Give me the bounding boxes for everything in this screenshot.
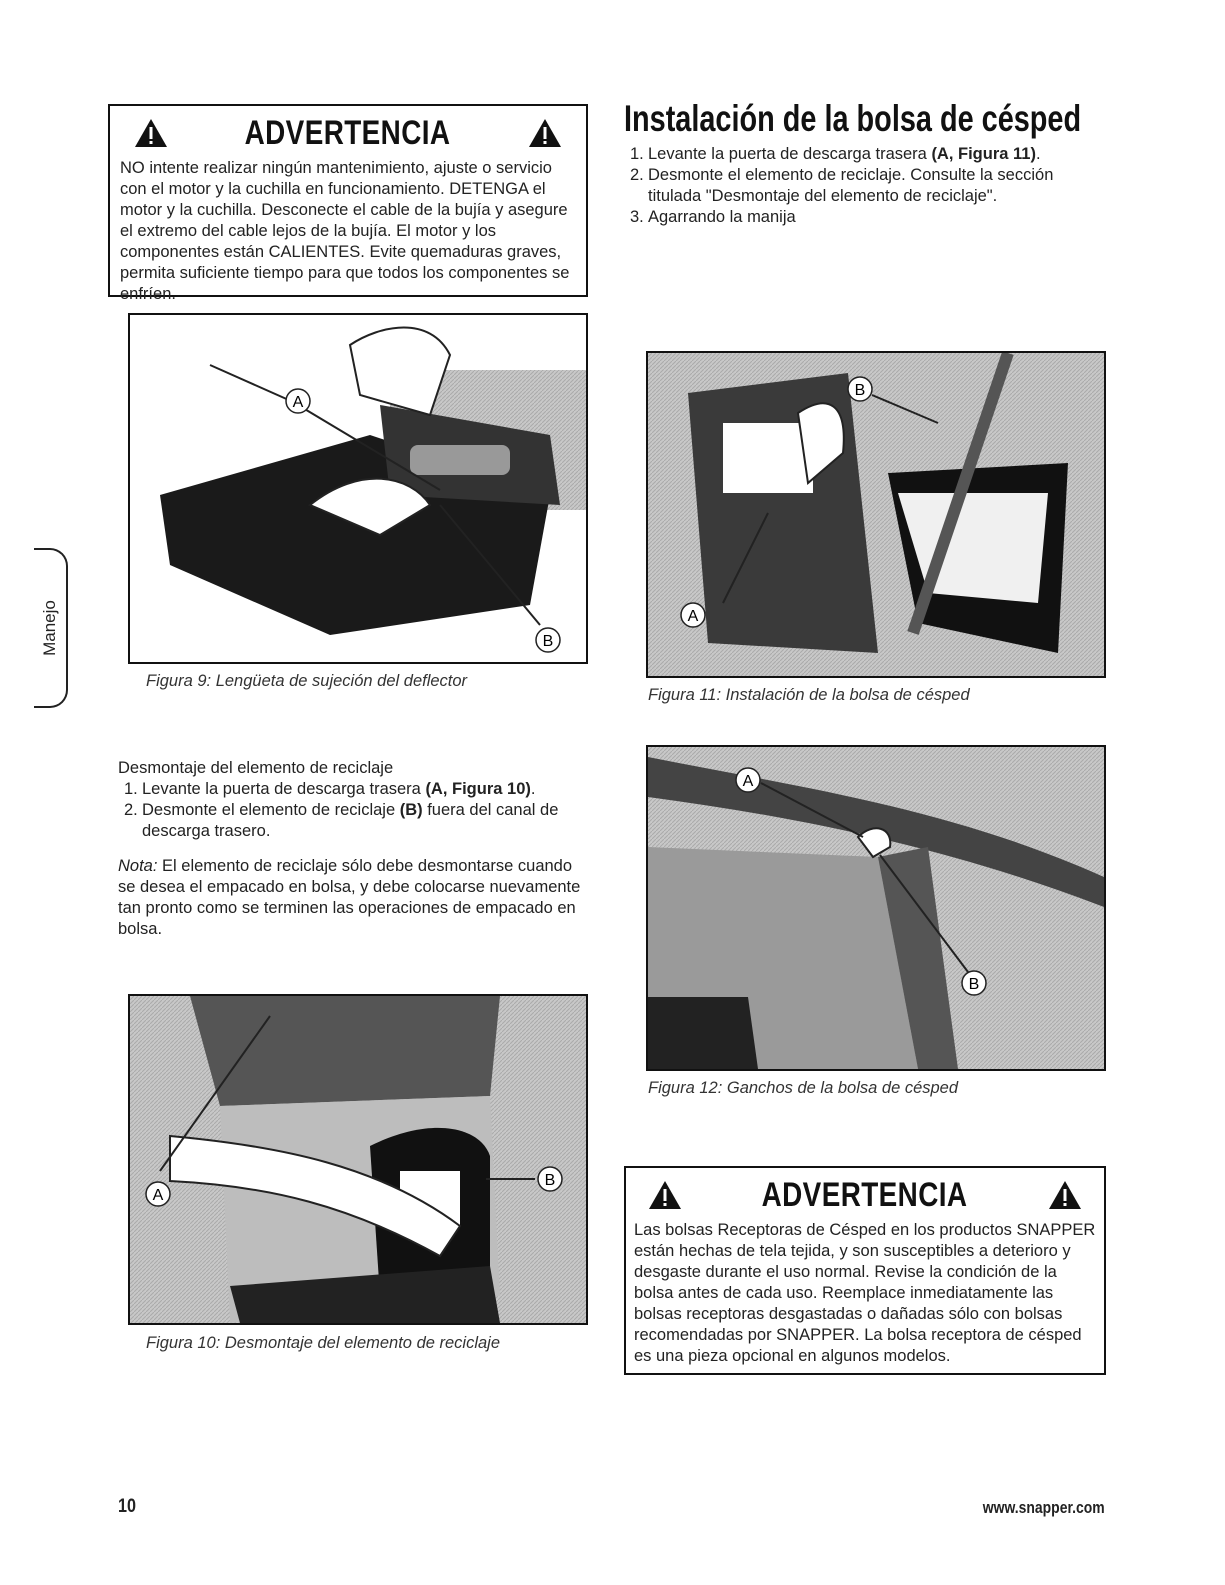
callout-label-a: A [687,608,699,625]
removal-section [118,758,588,940]
warning-triangle-icon [1048,1180,1082,1210]
warning-box-grass-bags [624,1166,1106,1375]
list-item: 1. Levante la puerta de descarga trasera (A, Figura 10). [124,780,536,798]
warning-box-maintenance [108,104,588,303]
page-number: 10 [118,1496,136,1517]
install-steps [624,144,1109,228]
list-item: 2. Desmonte el elemento de reciclaje (B) fuera del canal de descarga trasero. [124,801,559,840]
callout-label-b: B [544,1172,556,1189]
list-item: 3. Agarrando la manija [630,208,796,226]
warning-title: ADVERTENCIA [245,113,451,152]
callout-label-b: B [542,633,554,650]
section-heading-install: Instalación de la bolsa de césped [624,98,1082,139]
list-item: 2. Desmonte el elemento de reciclaje. Consulte la sección titulada "Desmontaje del elemento de reciclaje". [630,166,1054,205]
removal-note: Nota: El elemento de reciclaje sólo debe desmontarse cuando se desea el empacado en bolsa, y debe colocarse nuevamente tan pronto como se terminen las operaciones de empacado en bolsa. [118,857,581,938]
warning-title: ADVERTENCIA [762,1175,968,1214]
figure-9-caption: Figura 9: Lengüeta de sujeción del deflector [146,672,468,690]
warning-triangle-icon [648,1180,682,1210]
callout-label-a: A [152,1187,164,1204]
warning-triangle-icon [528,118,562,148]
list-item: 1. Levante la puerta de descarga trasera (A, Figura 11). [630,145,1041,163]
callout-label-a: A [292,394,304,411]
callout-label-b: B [968,976,980,993]
warning-text: Las bolsas Receptoras de Césped en los productos SNAPPER están hechas de tela tejida, y son susceptibles a deterioro y desgaste durante el uso normal. Revise la condición de la bolsa antes de cada uso. Reemplace inmediatamente las bolsas receptoras desgastadas o dañadas sólo con bolsas recomendadas por SNAPPER. La bolsa receptora de césped es una pieza opcional en algunos modelos. [634,1221,1096,1365]
section-side-tab [34,548,68,708]
warning-text: NO intente realizar ningún mantenimiento, ajuste o servicio con el motor y la cuchilla en funcionamiento. DETENGA el motor y la cuchilla. Desconecte el cable de la bujía y asegure el extremo del cable lejos de la bujía. El motor y los componentes están CALIENTES. Evite quemaduras graves, permita suficiente tiempo para que todos los componentes se enfríen. [120,159,570,303]
figure-9-image [128,313,588,664]
figure-11-caption: Figura 11: Instalación de la bolsa de césped [648,686,970,704]
warning-header [120,112,576,154]
warning-header [634,1174,1096,1216]
figure-10-caption: Figura 10: Desmontaje del elemento de reciclaje [146,1334,501,1352]
warning-triangle-icon [134,118,168,148]
footer-url[interactable]: www.snapper.com [983,1498,1105,1517]
figure-11-image [646,351,1106,678]
side-tab-label: Manejo [40,600,59,656]
figure-12-image [646,745,1106,1071]
callout-label-a: A [742,773,754,790]
callout-label-b: B [854,382,866,399]
figure-12-caption: Figura 12: Ganchos de la bolsa de césped [648,1079,959,1097]
removal-title: Desmontaje del elemento de reciclaje [118,759,394,777]
figure-10-image [128,994,588,1325]
